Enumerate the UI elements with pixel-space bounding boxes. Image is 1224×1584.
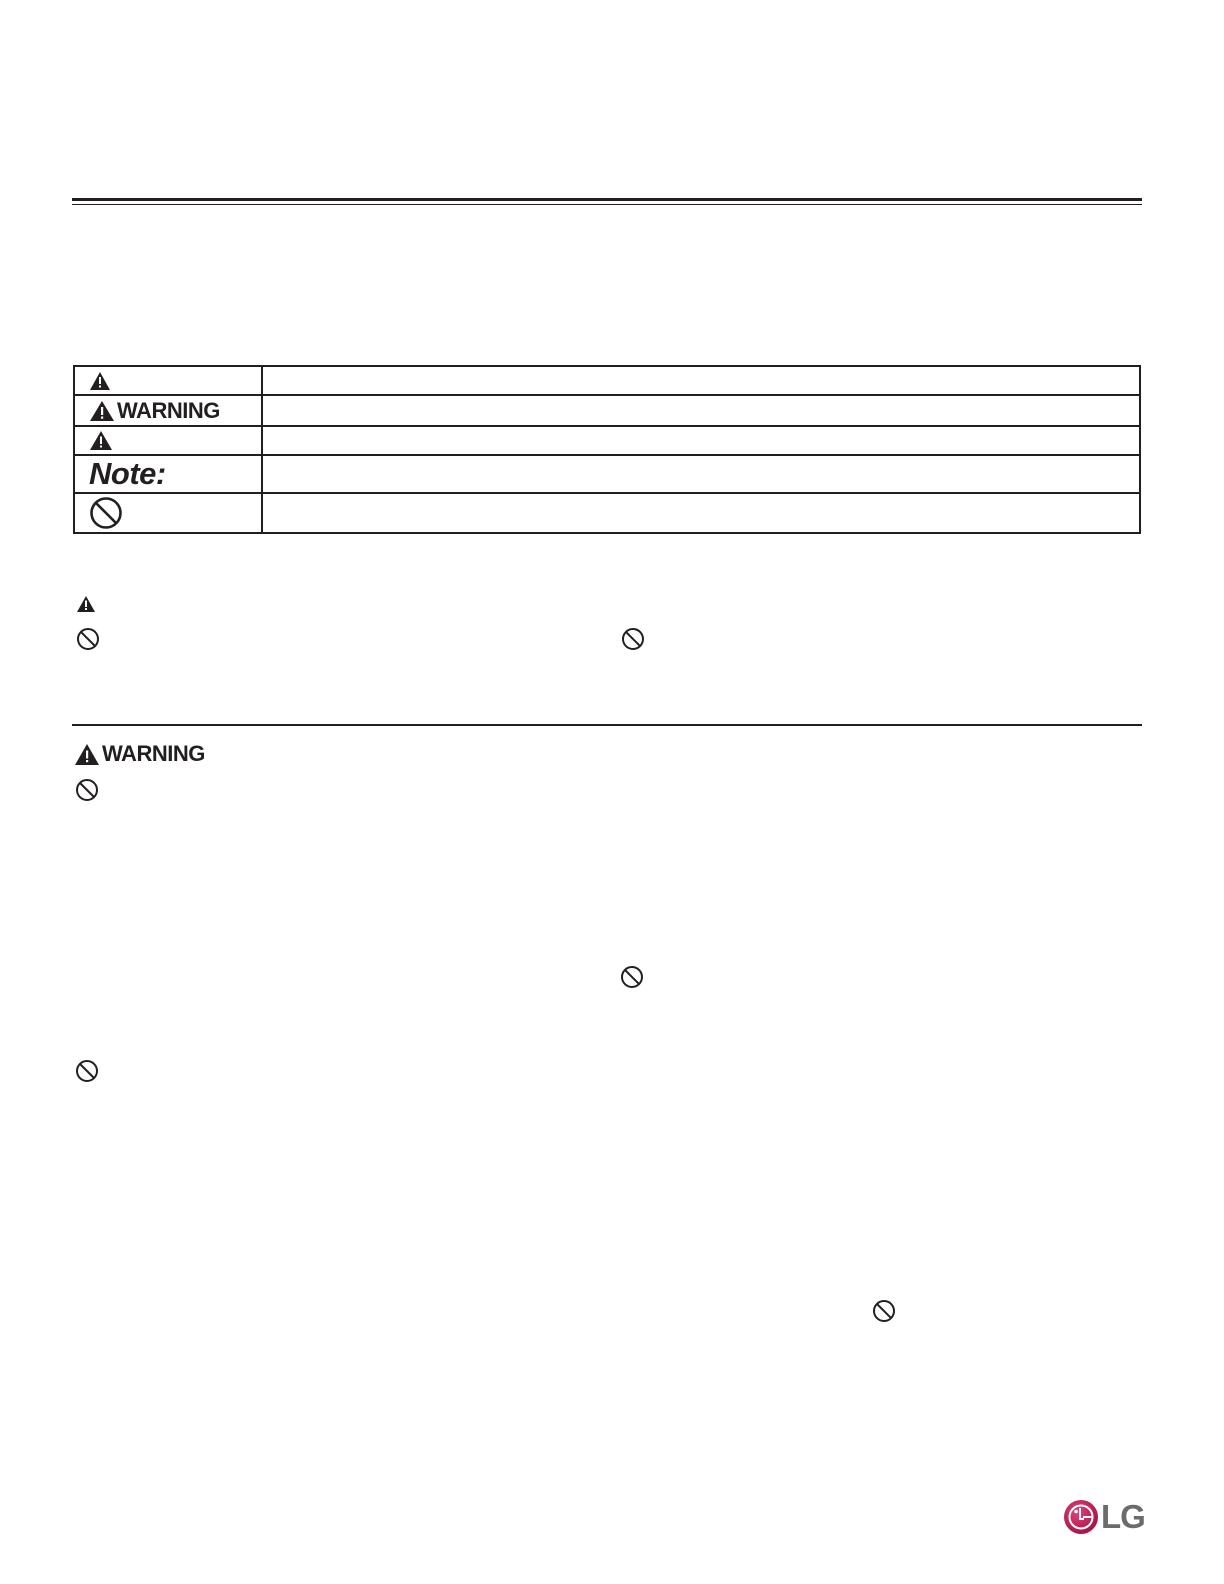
legend-row-warning	[74, 395, 1140, 426]
prohibited-icon	[75, 1059, 99, 1083]
legend-description	[262, 455, 1140, 493]
lg-logo-text: LG	[1101, 1498, 1145, 1535]
lg-logo	[1063, 1497, 1143, 1537]
warning-heading	[74, 741, 205, 769]
safety-symbol-legend	[73, 365, 1141, 534]
note-label: Note:	[89, 456, 166, 491]
section-divider	[72, 724, 1142, 726]
legend-description	[262, 493, 1140, 533]
prohibited-icon	[76, 627, 100, 651]
legend-row-caution	[74, 426, 1140, 455]
caution-triangle-icon	[89, 430, 113, 451]
lg-face-icon	[1063, 1499, 1099, 1535]
warning-heading-label: WARNING	[102, 741, 205, 766]
legend-description	[262, 395, 1140, 426]
danger-triangle-icon	[76, 595, 96, 613]
legend-row-danger	[74, 366, 1140, 395]
prohibited-icon	[620, 965, 644, 989]
prohibited-icon	[872, 1299, 896, 1323]
warning-triangle-icon	[74, 743, 100, 766]
warning-triangle-icon	[89, 400, 115, 422]
warning-label: WARNING	[117, 397, 220, 423]
prohibited-icon	[75, 778, 99, 802]
legend-row-note	[74, 455, 1140, 493]
prohibited-icon	[621, 627, 645, 651]
header-rule-top	[72, 198, 1142, 201]
legend-description	[262, 426, 1140, 455]
prohibited-icon	[89, 496, 123, 530]
legend-description	[262, 366, 1140, 395]
header-rule-bottom	[72, 204, 1142, 205]
danger-triangle-icon	[89, 371, 111, 391]
legend-row-prohibited	[74, 493, 1140, 533]
